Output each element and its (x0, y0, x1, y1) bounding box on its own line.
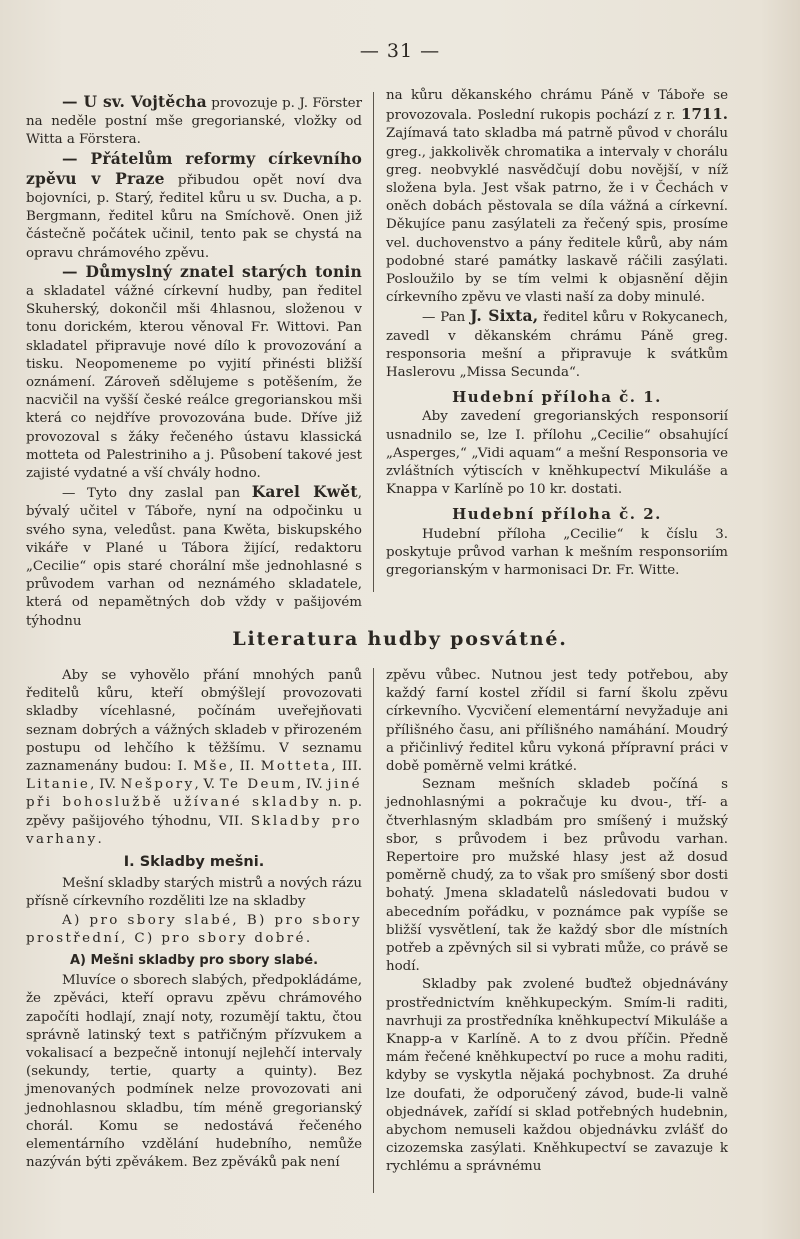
news-text: a skladatel vážné církevní hudby, pan ředitel Skuherský, dokončil mši 4hlasnou, složenou v tonu dorickém, kterou věnoval Fr. Wittovi. Pan skladatel připravuje nové dílo k provozování a tisku. Neopomeneme po vyjití přinésti bližší oznámení. Zároveň sdělujeme s potěšením, že nacvičil na vyšší české reálce gregorianskou mši která co nejdříve provozována bude. Dříve již provozoval s žáky řečeného ústavu klassická motteta od Palestriniho a j. Působení takové jest zajisté vydatné a vší chvály hodno. (26, 284, 362, 482)
news-item-vojtech (26, 93, 362, 150)
text: Aby se vyhovělo přání mnohých panů ředitelů kůru, kteří obmýšlejí provozovati skladby vícehlasné, počínám uveřejňovati seznam dobrých a vážných skladeb v přirozeném postupu od lehčího k těžšímu. V seznamu zaznamenány budou: I. (26, 668, 362, 775)
text: , IV. (90, 777, 121, 793)
literature-column-right (386, 667, 728, 1177)
column-divider-top (373, 92, 374, 592)
text: , IV. (296, 777, 328, 793)
page-number: — 31 — (359, 40, 441, 62)
news-column-right (386, 87, 728, 580)
person-name: Karel Kwět (251, 482, 358, 502)
news-text: Zajímavá tato skladba má patrně původ v chorálu greg., jakkolivěk chromatika a intervaly v chorálu greg. neobvyklé nasvědčují dobu novější, v níž složena byla. Jest však patrno, že i v Čechách v oněch dobách pěstovala se díla vážná a církevní. Děkujíce panu zasýlateli za řečený spis, prosíme vel. duchovenstvo a pány ředitele kůrů, aby nám podobné staré památky laskavě ráčili zasýlati. Posloužilo by se tím velmi k objasnění dějin církevního zpěvu ve vlasti naší za doby minulé. (386, 126, 728, 306)
text: . (97, 831, 102, 847)
news-text: přibudou opět noví dva bojovníci, p. Starý, ředitel kůru u sv. Ducha, a p. Bergmann, ředitel kůru na Smíchově. Onen již částečně počátek učinil, tento pak se chystá na opravu chrámového zpěvu. (26, 172, 362, 261)
news-item-skuhersky (26, 263, 362, 483)
person-name: J. Sixta, (470, 306, 539, 326)
year: 1711. (681, 105, 728, 124)
text: n. p. zpěvy pašijového týhodnu, VII. (26, 795, 362, 829)
heading-music-supplement-1: Hudební příloha č. 1. (452, 388, 662, 407)
news-item-kwet-cont (386, 87, 728, 307)
news-lead: — Přátelům reformy církevního zpěvu v Praze (26, 148, 362, 188)
text: , V. (194, 777, 220, 793)
news-text: na kůru děkanského chrámu Páně v Táboře se provozovala. Poslední rukopis pochází z r. (386, 88, 728, 124)
paragraph: Skladby pak zvolené buďtež objednávány prostřednictvím kněhkupeckým. Smím-li raditi, navrhuji za prostředníka kněhkupectví Mikuláše a Knapp-a v Karlíně. A to z dvou příčin. Předně mám řečené kněhkupectví po ruce a mohu raditi, kdyby se vyskytla nějaká pochybnost. Za druhé lze doufati, že odporučený závod, bude-li valně objednávek, zařídí si sklad potřebných hudebnin, abychom nemuseli každou objednávku zvlášť do cizozemska zasýlati. Kněhkupectví se zavazuje k rychlému a správnému (386, 977, 728, 1175)
heading-music-supplement-2: Hudební příloha č. 2. (452, 505, 662, 524)
news-text: — Tyto dny zaslal pan (62, 486, 252, 502)
literature-column-left (26, 667, 362, 1172)
paragraph: Seznam mešních skladeb počíná s jednohlasnými a pokračuje ku dvou-, tří- a čtverhlasným skladbám pro smíšený i mužský sbor, s průvodem i bez průvodu varhan. Repertoire pro mužské hlasy jest až dosud poměrně chudý, za to však pro smíšený sbor dosti bohatý. Jmena skladatelů následovati budou v abecedním pořádku, v poznámce pak vypíše se bližší vysvětlení, tak že každý sbor dle místních potřeb a zpěvných sil si vybrati může, co právě se hodí. (386, 777, 728, 975)
paragraph: Mešní skladby starých mistrů a nových rázu přísně církevního rozděliti lze na skladby (26, 876, 362, 910)
text: , II. (229, 759, 261, 775)
intro-paragraph (26, 667, 362, 849)
category: Mše (193, 759, 230, 775)
category: Nešpory (120, 777, 195, 793)
news-text: provozuje p. J. Förster na neděle postní mše gregorianské, vložky od Witta a Förstera. (26, 96, 362, 148)
paragraph: zpěvu vůbec. Nutnou jest tedy potřebou, aby každý farní kostel zřídil si farní školu zpěvu církevního. Vycvičení elementární nevyžaduje ani přílišného času, ani přílišného namáhání. Moudrý a přičinlivý ředitel kůru vykoná přípravní práci v době poměrně velmi krátké. (386, 668, 728, 775)
category: Litanie (26, 777, 91, 793)
subheading-mass-compositions: I. Skladby mešni. (123, 854, 265, 871)
category: jiné při bohoslužbě užívané skladby (26, 777, 363, 811)
category: Te Deum (219, 777, 297, 793)
news-column-left (26, 93, 362, 631)
choir-categories: A) pro sbory slabé, B) pro sbory prostřední, C) pro sbory dobré. (26, 912, 362, 946)
supplement-2-text: Hudební příloha „Cecilie“ k číslu 3. poskytuje průvod varhan k mešním responsoriím gregorianským v harmonisaci Dr. Fr. Witte. (386, 526, 728, 579)
category: Motteta (260, 759, 332, 775)
column-divider-bottom (373, 668, 374, 1193)
news-item-sixta (386, 307, 728, 382)
news-lead: — U sv. Vojtěcha (62, 92, 207, 111)
news-text: — Pan (422, 310, 471, 326)
text: , III. (331, 759, 362, 775)
news-text: ředitel kůru v Rokycanech, zavedl v děkanském chrámu Páně greg. responsoria mešní a připravuje k svátkům Haslerovu „Missa Secunda“. (386, 310, 729, 381)
news-text: , bývalý učitel v Táboře, nyní na odpočinku u svého syna, veledůst. pana Kwěta, biskupského vikáře v Plané u Tábora žijící, redaktoru „Cecilie“ opis staré chorální mše jednohlasné s průvodem varhan od neznámého skladatele, která od nepamětných dob vždy v pašijovém týhodnu (26, 486, 362, 629)
supplement-1-text: Aby zavedení gregorianských responsorií usnadnilo se, lze I. přílohu „Cecilie“ obsahující „Asperges,“ „Vidi aquam“ a mešní Responsoria ve zvláštních výtiscích v kněhkupectví Mikuláše a Knappa v Karlíně po 10 kr. dostati. (386, 409, 728, 498)
category: Skladby pro varhany (26, 813, 362, 847)
news-item-reform (26, 150, 362, 263)
news-lead: — Důmyslný znatel starých tonin (62, 261, 362, 281)
news-item-kwet (26, 483, 362, 631)
section-title: Literatura hudby posvátné. (232, 628, 568, 650)
subheading-weak-choirs: A) Mešni skladby pro sbory slabé. (69, 953, 319, 969)
paragraph: Mluvíce o sborech slabých, předpokládáme, že zpěváci, kteří opravu zpěvu chrámového započíti hodlají, znají noty, rozumějí taktu, čtou správně latinský text s patřičným přízvukem a vokalisací a bezpečně intonují nejlehčí intervaly (sekundy, tertie, quarty a quinty). Bez jmenovaných podmínek nelze provozovati ani jednohlasnou skladbu, tím méně gregorianský chorál. Komu se nedostává řečeného elementárního vzdělání hudebního, nemůže nazýván býti zpěvákem. Bez zpěváků pak není (26, 973, 362, 1171)
